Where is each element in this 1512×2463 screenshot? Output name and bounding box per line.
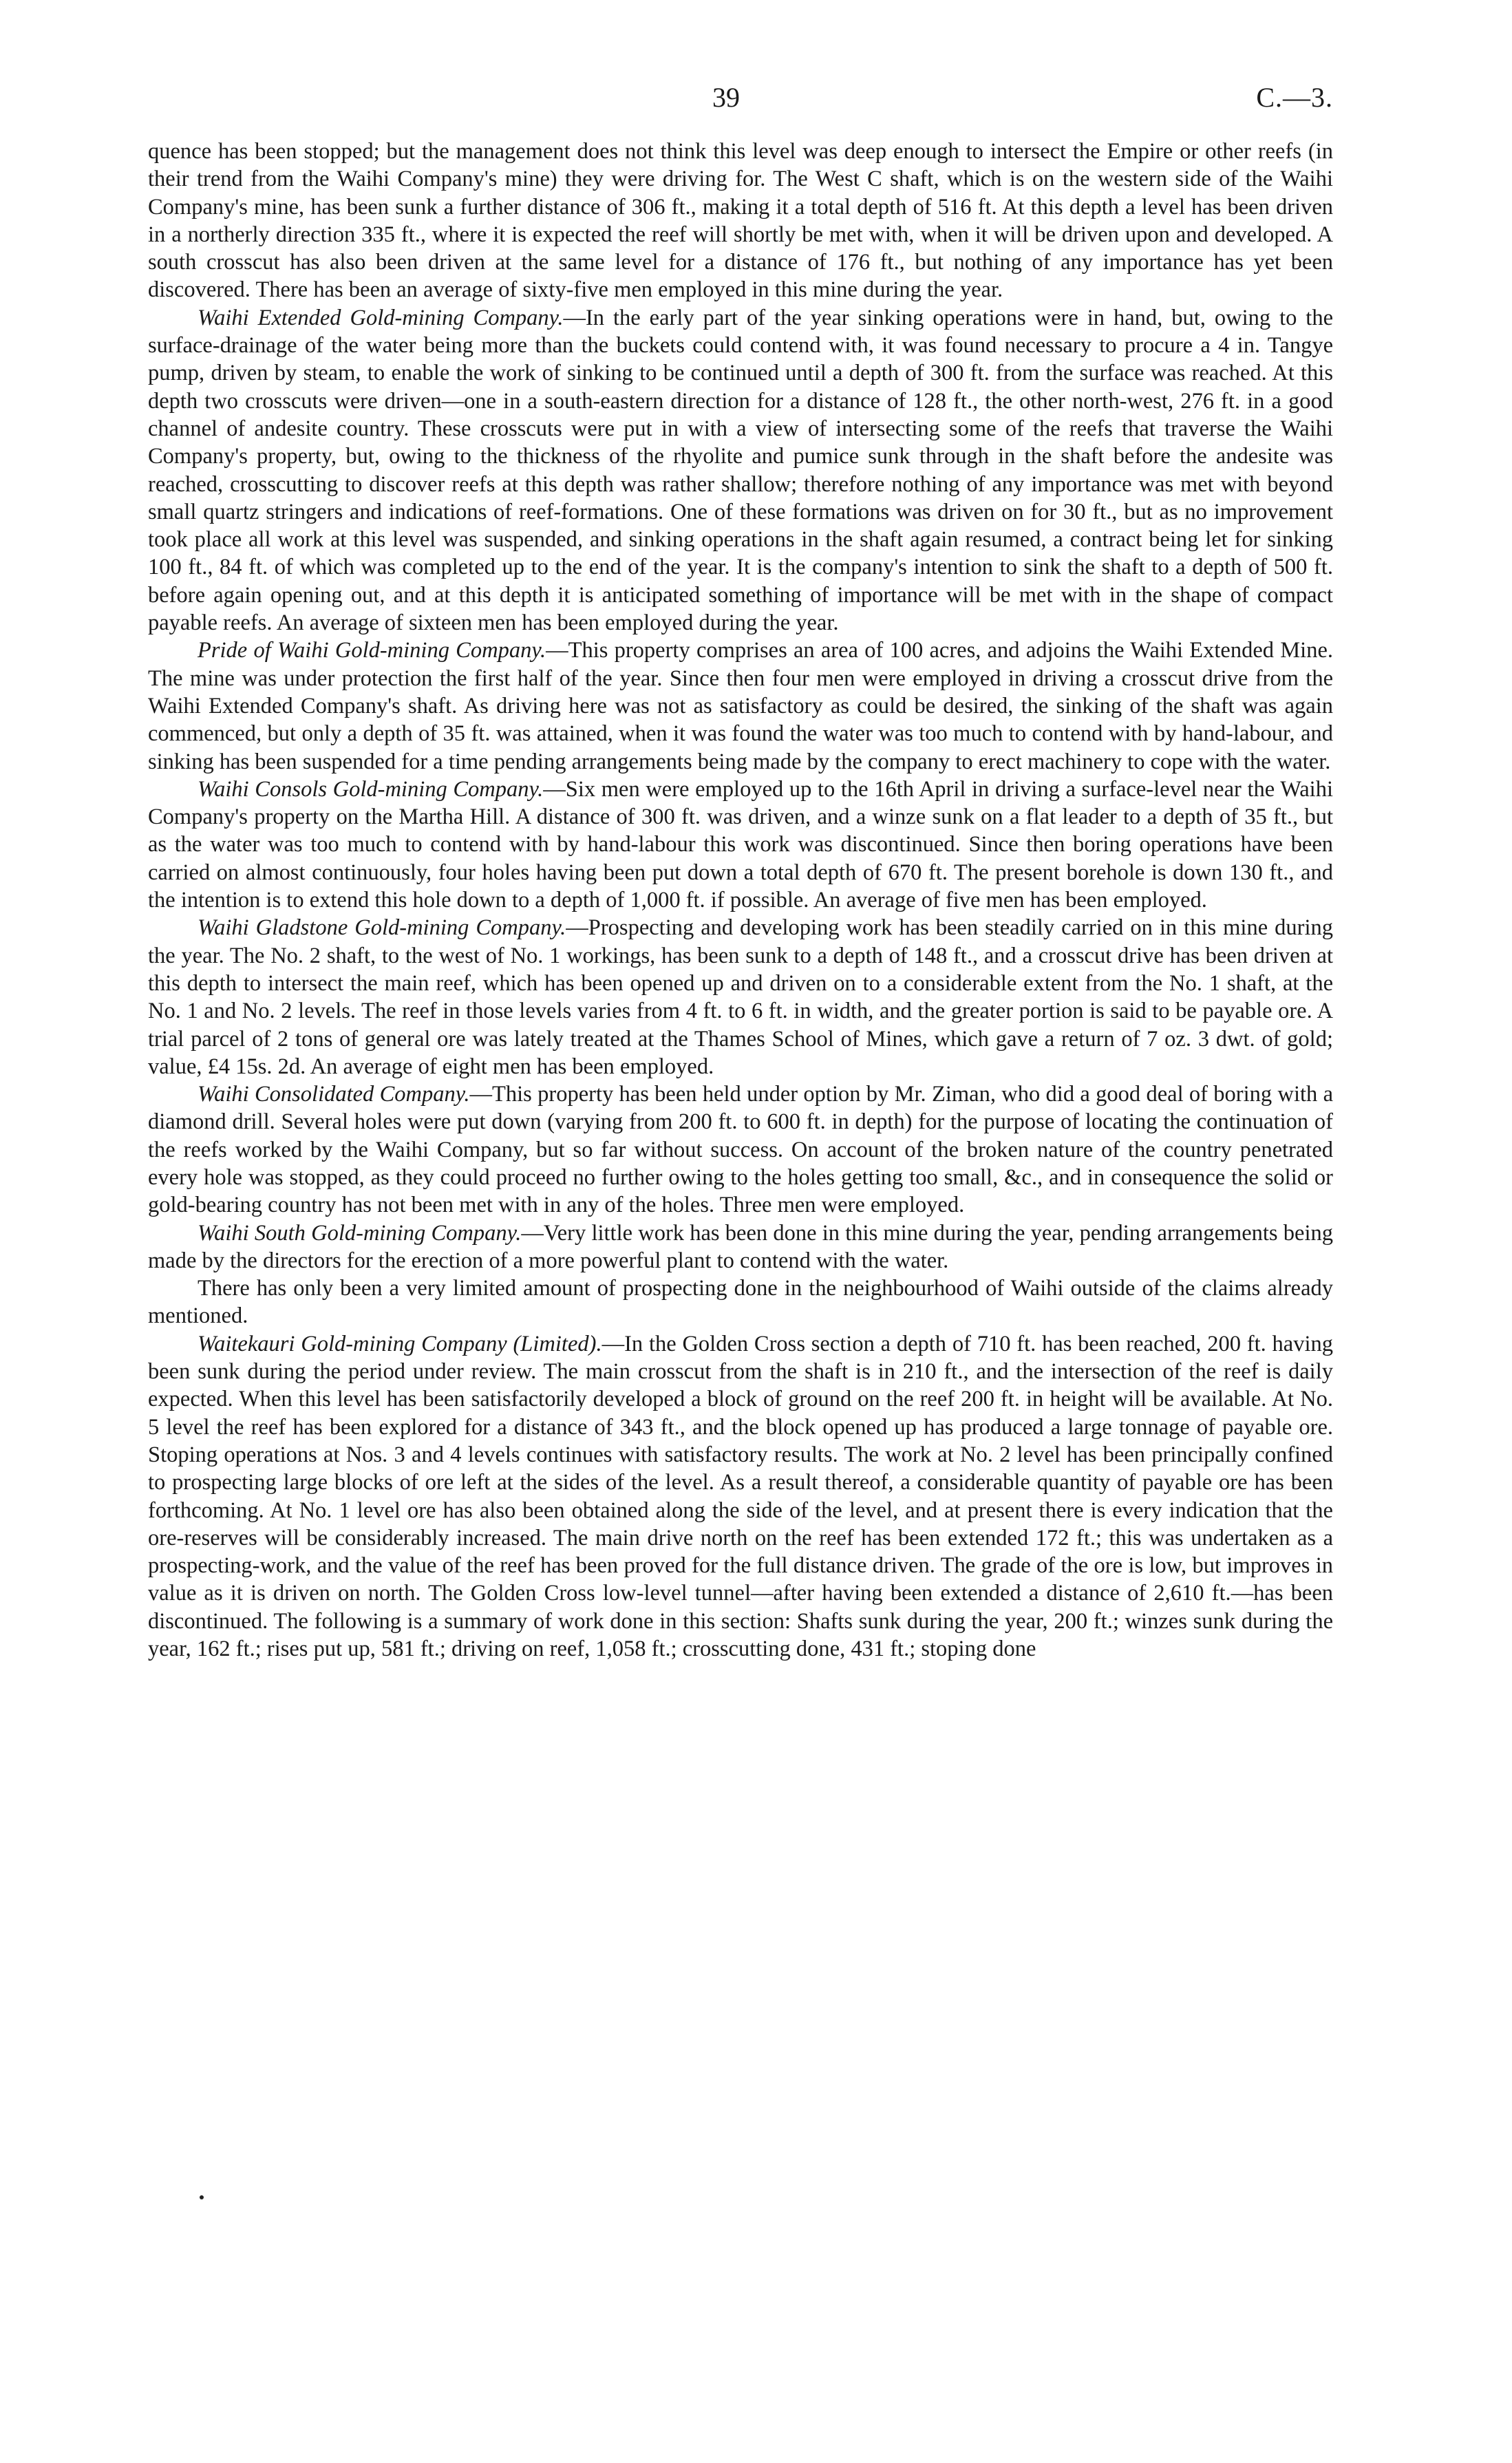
paragraph-text: —In the early part of the year sinking operations were in hand, but, owing to the surface-drainage of the water being more than the buckets could contend with, it was found necessary to procure a 4 in. Tangye pump, driven by steam, to enable the work of sinking to be continued until a depth of 300 ft. from the surface was reached. At this depth two crosscuts were driven—one in a south-eastern direction for a distance of 128 ft., the other north-west, 276 ft. in a good channel of andesite country. These crosscuts were put in with a view of intersecting some of the reefs that traverse the Waihi Company's property, but, owing to the thickness of the rhyolite and pumice sunk through in the shaft before the andesite was reached, crosscutting to discover reefs at this depth was rather shallow; therefore nothing of any importance was met with beyond small quartz stringers and indications of reef-formations. One of these formations was driven on for 30 ft., but as no improvement took place all work at this level was suspended, and sinking operations in the shaft again resumed, a contract being let for sinking 100 ft., 84 ft. of which was completed up to the end of the year. It is the company's intention to sink the shaft to a depth of 500 ft. before again opening out, and at this depth it is anticipated something of importance will be met with in the shape of compact payable reefs. An average of sixteen men has been employed during the year.	[148, 305, 1334, 636]
paragraph-text: There has only been a very limited amount of prospecting done in the neighbourhood of Waihi outside of the claims already mentioned.	[148, 1276, 1333, 1329]
paragraph-heading: Waihi South Gold-mining Company.	[198, 1220, 522, 1246]
ink-spot	[200, 2195, 204, 2199]
paragraph-text: quence has been stopped; but the management does not think this level was deep enough to intersect the Empire or other reefs (in their trend from the Waihi Company's mine) they were driving for. The West C shaft, which is on the western side of the Waihi Company's mine, has been sunk a further distance of 306 ft., making it a total depth of 516 ft. At this depth a level has been driven in a northerly direction 335 ft., where it is expected the reef will shortly be met with, when it will be driven upon and developed. A south crosscut has also been driven at the same level for a distance of 176 ft., but nothing of any importance has yet been discovered. There has been an average of sixty-five men employed in this mine during the year.	[148, 139, 1333, 303]
paragraph-heading: Waihi Extended Gold-mining Company.	[198, 305, 564, 330]
page-header	[148, 81, 1333, 122]
paragraph-heading: Waihi Consols Gold-mining Company.	[198, 776, 544, 802]
page-number: 39	[712, 82, 740, 113]
paragraph-heading: Pride of Waihi Gold-mining Company.	[198, 638, 546, 663]
paragraph-waihi-gladstone	[148, 914, 1333, 1080]
paragraph-text: —Very little work has been done in this mine during the year, pending arrangements being made by the directors for the erection of a more powerful plant to contend with the water.	[148, 1220, 1334, 1273]
paragraph-continuation	[148, 138, 1333, 304]
paragraph-waihi-extended	[148, 304, 1333, 637]
paragraph-waihi-consols	[148, 776, 1333, 914]
paragraph-heading: Waihi Consolidated Company.	[198, 1082, 470, 1107]
paragraph-text: —Prospecting and developing work has been steadily carried on in this mine during the year. The No. 2 shaft, to the west of No. 1 workings, has been sunk to a depth of 148 ft., and a crosscut drive has been driven at this depth to intersect the main reef, which has been opened up and driven on to a considerable extent from the No. 1 shaft, at the No. 1 and No. 2 levels. The reef in those levels varies from 4 ft. to 6 ft. in width, and the greater portion is said to be payable ore. A trial parcel of 2 tons of general ore was lately treated at the Thames School of Mines, which gave a return of 7 oz. 3 dwt. of gold; value, £4 15s. 2d. An average of eight men has been employed.	[148, 915, 1333, 1079]
paragraph-text: —Six men were employed up to the 16th April in driving a surface-level near the Waihi Company's property on the Martha Hill. A distance of 300 ft. was driven, and a winze sunk on a flat leader to a depth of 35 ft., but as the water was too much to contend with by hand-labour this work was discontinued. Since then boring operations have been carried on almost continuously, four holes having been put down a total depth of 670 ft. The present borehole is down 130 ft., and the intention is to extend this hole down to a depth of 1,000 ft. if possible. An average of five men has been employed.	[148, 776, 1333, 913]
paragraph-heading: Waihi Gladstone Gold-mining Company.	[198, 915, 566, 941]
body-text	[148, 138, 1333, 1663]
paragraph-waitekauri	[148, 1330, 1333, 1663]
paragraph-waihi-south	[148, 1219, 1333, 1275]
paragraph-waihi-consolidated	[148, 1080, 1333, 1219]
paragraph-text: —This property comprises an area of 100 acres, and adjoins the Waihi Extended Mine. The mine was under protection the first half of the year. Since then four men were employed in driving a crosscut drive from the Waihi Extended Company's shaft. As driving here was not as satisfactory as could be desired, the sinking of the shaft was again commenced, but only a depth of 35 ft. was attained, when it was found the water was too much to contend with by hand-labour, and sinking has been suspended for a time pending arrangements being made by the company to erect machinery to cope with the water.	[148, 638, 1333, 774]
paragraph-heading: Waitekauri Gold-mining Company (Limited).	[198, 1331, 602, 1356]
paragraph-text: —In the Golden Cross section a depth of 710 ft. has been reached, 200 ft. having been sunk during the period under review. The main crosscut from the shaft is in 210 ft., and the intersection of the reef is daily expected. When this level has been satisfactorily developed a block of ground on the reef 200 ft. in height will be available. At No. 5 level the reef has been explored for a distance of 343 ft., and the block opened up has produced a large tonnage of payable ore. Stoping operations at Nos. 3 and 4 levels continues with satisfactory results. The work at No. 2 level has been principally confined to prospecting large blocks of ore left at the sides of the level. As a result thereof, a considerable quantity of payable ore has been forthcoming. At No. 1 level ore has also been obtained along the side of the level, and at present there is every indication that the ore-reserves will be considerably increased. The main drive north on the reef has been extended 172 ft.; this was undertaken as a prospecting-work, and the value of the reef has been proved for the full distance driven. The grade of the ore is low, but improves in value as it is driven on north. The Golden Cross low-level tunnel—after having been extended a distance of 2,610 ft.—has been discontinued. The following is a summary of work done in this section: Shafts sunk during the year, 200 ft.; winzes sunk during the year, 162 ft.; rises put up, 581 ft.; driving on reef, 1,058 ft.; crosscutting done, 431 ft.; stoping done	[148, 1331, 1333, 1662]
paragraph-limited-prospecting	[148, 1275, 1333, 1330]
paragraph-text: —This property has been held under option by Mr. Ziman, who did a good deal of boring with a diamond drill. Several holes were put down (varying from 200 ft. to 600 ft. in depth) for the purpose of locating the continuation of the reefs worked by the Waihi Company, but so far without success. On account of the broken nature of the country penetrated every hole was stopped, as they could proceed no further owing to the holes getting too small, &c., and in consequence the solid or gold-bearing country has not been met with in any of the holes. Three men were employed.	[148, 1082, 1333, 1218]
paragraph-pride-of-waihi	[148, 637, 1333, 775]
report-code: C.—3.	[1256, 82, 1333, 113]
